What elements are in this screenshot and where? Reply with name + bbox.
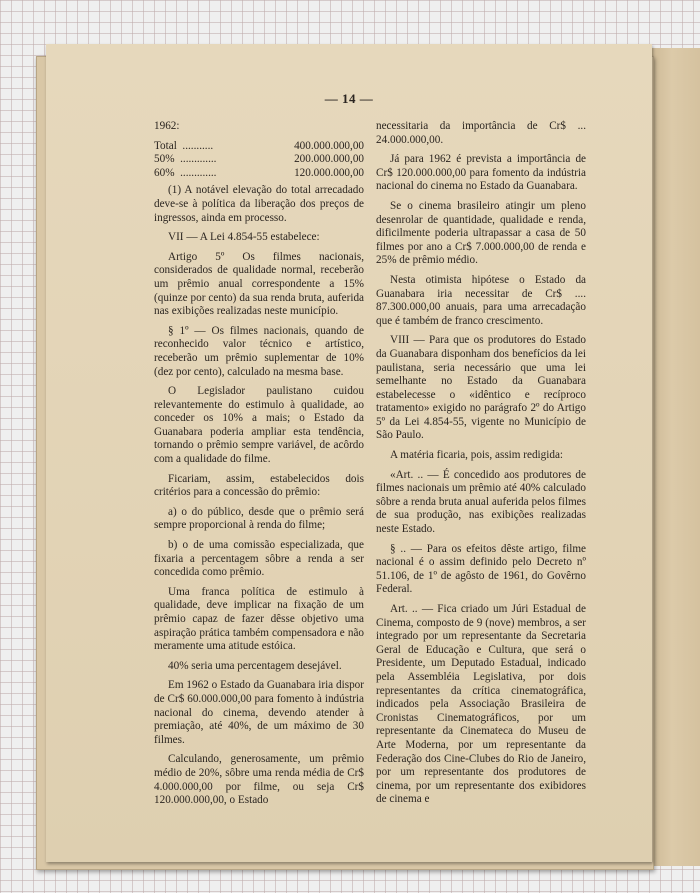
right-column [376,120,586,813]
body-paragraph: Artigo 5º Os filmes nacionais, considerados de qualidade normal, receberão um prêmio anual correspondente a 15% (quinze por cento) da sua renda bruta, auferida nas exibições realizadas neste município. [154,250,364,318]
footnote-paragraph: (1) A notável elevação do total arrecadado deve-se à política da liberação dos preços de ingressos, ainda em processo. [154,184,364,224]
table-row-value: 120.000.000,00 [294,166,364,179]
section-heading-vii: VII — A Lei 4.854-55 estabelece: [168,231,320,244]
body-paragraph: Nesta otimista hipótese o Estado da Guanabara iria necessitar de Cr$ .... 87.300.000,00 anuais, para uma arrecadação que é também de franco crescimento. [376,273,586,327]
body-paragraph: § 1º — Os filmes nacionais, quando de reconhecido valor técnico e artístico, receberão um prêmio suplementar de 10% (dez por cento), calculado na mesma base. [154,324,364,378]
section-paragraph-viii: VIII — Para que os produtores do Estado da Guanabara disponham dos benefícios da lei paulistana, seria necessário que uma lei semelhante no Estado da Guanabara estabelecesse o «idêntico e recíproco tratamento» exigido no parágrafo 2º do Artigo 5º da Lei 4.854-55, vigente no Município de São Paulo. [376,334,586,442]
body-paragraph: Já para 1962 é prevista a importância de Cr$ 120.000.000,00 para fomento da indústria nacional do cinema no Estado da Guanabara. [376,153,586,193]
body-paragraph: Calculando, generosamente, um prêmio médio de 20%, sôbre uma renda média de Cr$ 4.000.000,00 por filme, ou seja Cr$ 120.000.000,00, o Estado [154,753,364,807]
table-row-value: 200.000.000,00 [294,153,364,166]
table-row-label: 60% ............. [154,166,217,179]
document-page [46,44,652,862]
table-row-label: 50% ............. [154,153,217,166]
table-row [154,167,364,181]
list-item-b: b) o de uma comissão especializada, que fixaria a percentagem sôbre a renda a ser concedida como prêmio. [154,539,364,579]
body-paragraph: Se o cinema brasileiro atingir um pleno desenrolar de quantidade, qualidade e renda, dificilmente poderia ultrapassar a casa de 50 filmes por ano a Cr$ 7.000.000,00 de renda e 25% de prêmio médio. [376,199,586,267]
body-paragraph: Em 1962 o Estado da Guanabara iria dispor de Cr$ 60.000.000,00 para fomento à indústria nacional do cinema, devendo atender à premiação, até 40%, de um máximo de 30 filmes. [154,679,364,746]
page-number: — 14 — [324,91,374,106]
next-page-edge [650,48,700,866]
table-row [154,140,364,154]
table-row [154,153,364,167]
article-paragraph: § .. — Para os efeitos dêste artigo, filme nacional é o assim definido pelo Decreto nº 51.106, de 1º de agôsto de 1961, do Govêrno Federal. [376,542,586,596]
body-paragraph: A matéria ficaria, pois, assim redigida: [390,449,564,462]
body-paragraph: Uma franca política de estimulo à qualidade, deve implicar na fixação de um prêmio capaz de fazer dêsse objetivo uma aspiração prática também compensadora e não meramente uma atitude estóica. [154,585,364,653]
article-paragraph: Art. .. — Fica criado um Júri Estadual de Cinema, composto de 9 (nove) membros, a ser integrado por um representante da Secretaria Geral de Educação e Cultura, que será o Presidente, um Deputado Estadual, indicado pela Assembléia Legislativa, por dois representantes da crítica cinematográfica, indicados pela Associação Brasileira de Cronistas Cinematográficos, por um representante da Cinemateca do Museu de Arte Moderna, por um representante da Federação dos Cine-Clubes do Rio de Janeiro, por um representante dos produtores de cinema, por um representante dos exibidores de cinema e [376,603,586,806]
list-item-a: a) o do público, desde que o prêmio será sempre proporcional à renda do filme; [154,505,364,532]
table-row-label: Total ........... [154,139,214,152]
body-paragraph: 40% seria uma percentagem desejável. [168,659,342,672]
revenue-table [154,140,364,181]
article-paragraph: «Art. .. — É concedido aos produtores de filmes nacionais um prêmio até 40% calculado sôbre a renda bruta anual auferida pelos filmes de sua produção, nas exibições realizadas neste Estado. [376,468,586,536]
body-paragraph: necessitaria da importância de Cr$ ... 24.000.000,00. [376,120,586,146]
body-paragraph: Ficariam, assim, estabelecidos dois critérios para a concessão do prêmio: [154,472,364,499]
table-row-value: 400.000.000,00 [294,139,364,152]
body-paragraph: O Legislador paulistano cuidou relevantemente do estimulo à qualidade, ao conceder os 10% a mais; o Estado da Guanabara poderia ampliar esta tendência, tornando o prêmio sempre variável, de acôrdo com a qualidade do filme. [154,385,364,466]
table-year-label: 1962: [154,120,180,132]
left-column [154,120,364,814]
